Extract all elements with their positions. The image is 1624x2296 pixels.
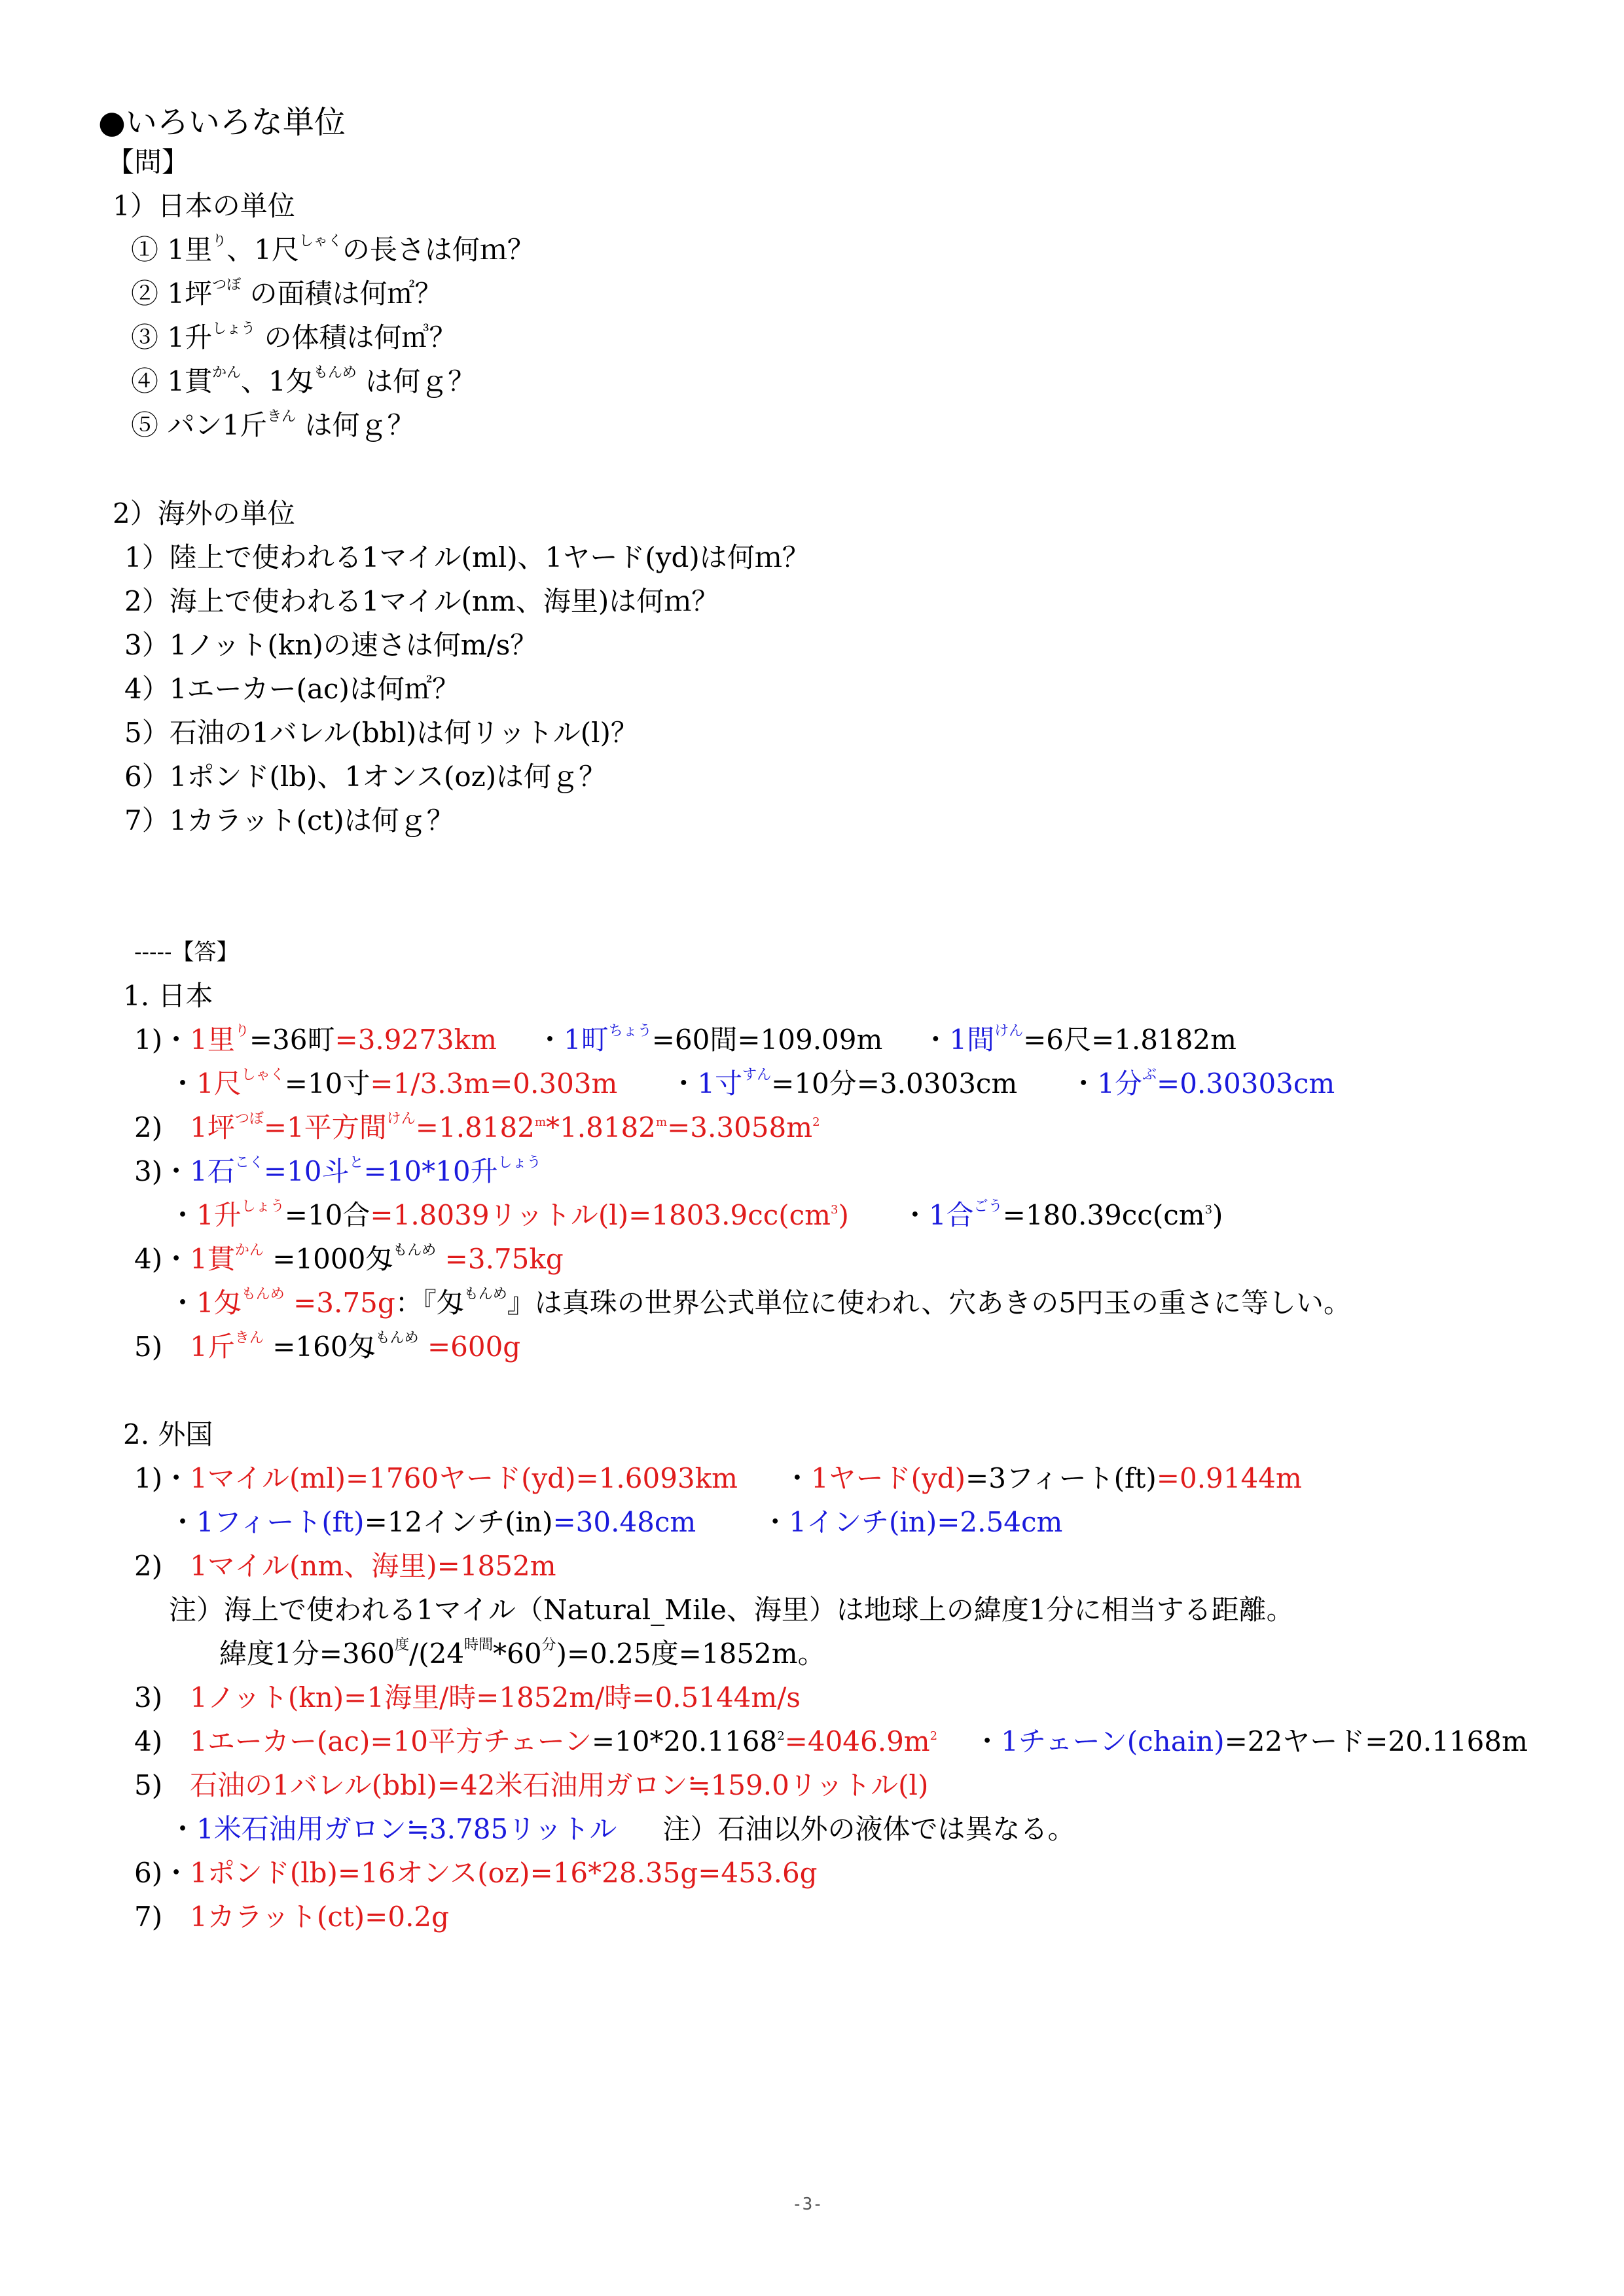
q1-item-3: ③ 1升$^{しょう}$ の体積は何㎥？ (131, 321, 457, 353)
answer-foreign-line-8: 6)・1ポンド(lb)=16オンス(oz)=16*28.35g=453.6g (134, 1857, 818, 1889)
answer-japan-line-1: 1)・1里$^り$=36町=3.9273km ・1町$^{ちょう}$=60間=109.09m ・1間$^{けん}$=6尺=1.8182m (134, 1023, 1236, 1056)
q2-header: 2）海外の単位 (113, 497, 295, 529)
q2-item-4: 4）1エーカー(ac)は何㎡？ (124, 673, 460, 705)
q2-item-3: 3）1ノット(kn)の速さは何m/s？ (124, 629, 538, 661)
answer-foreign-line-7: ・1米石油用ガロン≒3.785リットル 注）石油以外の液体では異なる。 (169, 1813, 1075, 1845)
answer-foreign-line-2: ・1フィート(ft)=12インチ(in)=30.48cm ・1インチ(in)=2.54cm (169, 1506, 1063, 1538)
q2-item-5: 5）石油の1バレル(bbl)は何リットル(l)？ (124, 717, 638, 749)
q1-item-4: ④ 1貫$^{かん}$、1匁$^{もんめ}$ は何ｇ？ (131, 365, 476, 397)
q2-item-6: 6）1ポンド(lb)、1オンス(oz)は何ｇ？ (124, 761, 607, 793)
answer-foreign-line-9: 7) 1カラット(ct)=0.2g (134, 1901, 450, 1933)
answer-foreign-note-2: 緯度1分$=360^度/(24^{時間}*60^分)=0.25$度=1852m。 (219, 1637, 825, 1670)
question-header: 【問】 (107, 146, 190, 178)
q1-item-1: ① 1里$^り$、1尺$^{しゃく}$の長さは何ｍ？ (131, 233, 535, 266)
page-title: ●いろいろな単位 (98, 104, 346, 141)
answer-foreign-header: 2. 外国 (123, 1418, 213, 1450)
answer-japan-line-3: 2) 1坪$^{つぼ}$=1平方間$^{けん}=1.8182^m*1.8182^m=3.3058m^2$ (134, 1111, 820, 1143)
answer-japan-line-8: 5) 1斤$^{きん}$ =160匁$^{もんめ}$ =600g (134, 1330, 521, 1363)
answer-foreign-note-1: 注）海上で使われる1マイル（Natural_Mile、海里）は地球上の緯度1分に相当する距離。 (169, 1594, 1294, 1626)
q1-item-5: ⑤ パン1斤$^{きん}$ は何ｇ？ (131, 408, 415, 441)
answer-foreign-line-6: 5) 石油の1バレル(bbl)=42米石油用ガロン≒159.0リットル(l) (134, 1769, 929, 1801)
answer-japan-line-5: ・1升$^{しょう}$=10合=1.8039リットル$(l)=1803.9cc(cm^3)$ ・1合$^{ごう}=180.39cc(cm^3)$ (169, 1198, 1223, 1231)
q2-item-2: 2）海上で使われる1マイル(nm、海里)は何ｍ？ (124, 585, 719, 617)
q1-header: 1）日本の単位 (113, 190, 295, 222)
answer-japan-header: 1. 日本 (123, 980, 213, 1012)
answer-japan-line-6: 4)・1貫$^{かん}$ =1000匁$^{もんめ}$ =3.75kg (134, 1242, 564, 1275)
answer-foreign-line-3: 2) 1マイル(nm、海里)=1852m (134, 1550, 556, 1582)
answer-japan-line-7: ・1匁$^{もんめ}$ =3.75g：『匁$^{もんめ}$』は真珠の世界公式単位に使われ、穴あきの5円玉の重さに等しい。 (169, 1286, 1351, 1319)
q1-item-2: ② 1坪$^{つぼ}$ の面積は何㎡？ (131, 277, 442, 310)
page-number: -3- (792, 2195, 823, 2214)
answer-foreign-line-5: 4) 1エーカー(ac)=10平方チェーン$=10*20.1168^2=4046.9m^2$ ・1チェーン(chain)=22ヤード=20.1168m (134, 1725, 1528, 1757)
answer-japan-line-2: ・1尺$^{しゃく}$=10寸=1/3.3m=0.303m ・1寸$^{すん}$=10分=3.0303cm ・1分$^ぶ$=0.30303cm (169, 1067, 1335, 1100)
q2-item-7: 7）1カラット(ct)は何ｇ？ (124, 804, 454, 836)
answer-header: -----【答】 (134, 939, 239, 965)
answer-foreign-line-4: 3) 1ノット(kn)=1海里/時=1852m/時=0.5144m/s (134, 1681, 801, 1713)
answer-foreign-line-1: 1)・1マイル(ml)=1760ヤード(yd)=1.6093km ・1ヤード(yd)=3フィート(ft)=0.9144m (134, 1462, 1302, 1494)
answer-japan-line-4: 3)・1石$^{こく}$=10斗$^と$=10*10升$^{しょう}$ (134, 1155, 541, 1187)
q2-item-1: 1）陸上で使われる1マイル(ml)、1ヤード(yd)は何ｍ？ (124, 541, 810, 573)
